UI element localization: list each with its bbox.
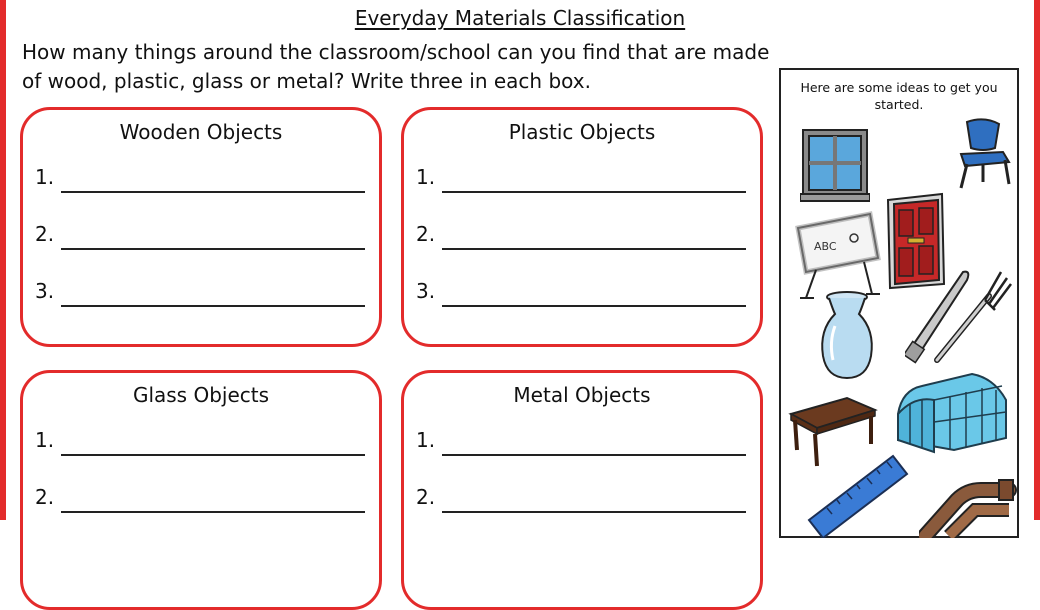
box-title: Wooden Objects — [119, 120, 283, 144]
ideas-text: Here are some ideas to get you started. — [800, 80, 998, 112]
box-title: Glass Objects — [132, 383, 270, 407]
answer-line[interactable] — [416, 279, 746, 309]
cutlery-icon — [905, 266, 1015, 366]
answer-line[interactable] — [416, 428, 746, 458]
answer-line[interactable] — [416, 485, 746, 515]
page-frame-right — [1034, 0, 1040, 520]
answer-line[interactable] — [35, 485, 365, 515]
blank-line[interactable] — [61, 511, 365, 513]
answer-line[interactable] — [35, 165, 365, 195]
blank-line[interactable] — [442, 191, 746, 193]
blank-line[interactable] — [442, 454, 746, 456]
greenhouse-icon — [894, 370, 1012, 454]
blank-line[interactable] — [61, 305, 365, 307]
wooden-objects-box — [20, 107, 382, 347]
blank-line[interactable] — [61, 191, 365, 193]
blank-line[interactable] — [442, 511, 746, 513]
blank-line[interactable] — [442, 305, 746, 307]
glass-objects-box — [20, 370, 382, 610]
metal-objects-box — [401, 370, 763, 610]
blank-line[interactable] — [61, 454, 365, 456]
ideas-panel — [779, 68, 1019, 538]
line-number: 2. — [35, 485, 55, 509]
answer-line[interactable] — [35, 279, 365, 309]
line-number: 3. — [416, 279, 436, 303]
line-number: 1. — [416, 428, 436, 452]
box-title: Plastic Objects — [508, 120, 656, 144]
whiteboard-icon — [792, 210, 882, 302]
line-number: 1. — [35, 165, 55, 189]
line-number: 2. — [416, 485, 436, 509]
instructions-text: How many things around the classroom/school can you find that are made of wood, plastic, glass or metal? Write three in each box. — [22, 40, 770, 93]
window-icon — [800, 124, 870, 204]
answer-line[interactable] — [35, 222, 365, 252]
vase-icon — [815, 290, 879, 382]
line-number: 2. — [35, 222, 55, 246]
whiteboard-text: ABC — [814, 240, 837, 253]
worksheet-title: Everyday Materials Classification — [354, 6, 686, 30]
line-number: 1. — [416, 165, 436, 189]
box-title: Metal Objects — [513, 383, 651, 407]
plastic-objects-box — [401, 107, 763, 347]
line-number: 3. — [35, 279, 55, 303]
answer-line[interactable] — [416, 165, 746, 195]
blank-line[interactable] — [442, 248, 746, 250]
chair-icon — [953, 118, 1015, 190]
line-number: 2. — [416, 222, 436, 246]
ruler-icon — [807, 450, 911, 538]
page-frame-left — [0, 0, 6, 520]
answer-line[interactable] — [35, 428, 365, 458]
blank-line[interactable] — [61, 248, 365, 250]
line-number: 1. — [35, 428, 55, 452]
pipes-icon — [919, 470, 1017, 538]
answer-line[interactable] — [416, 222, 746, 252]
